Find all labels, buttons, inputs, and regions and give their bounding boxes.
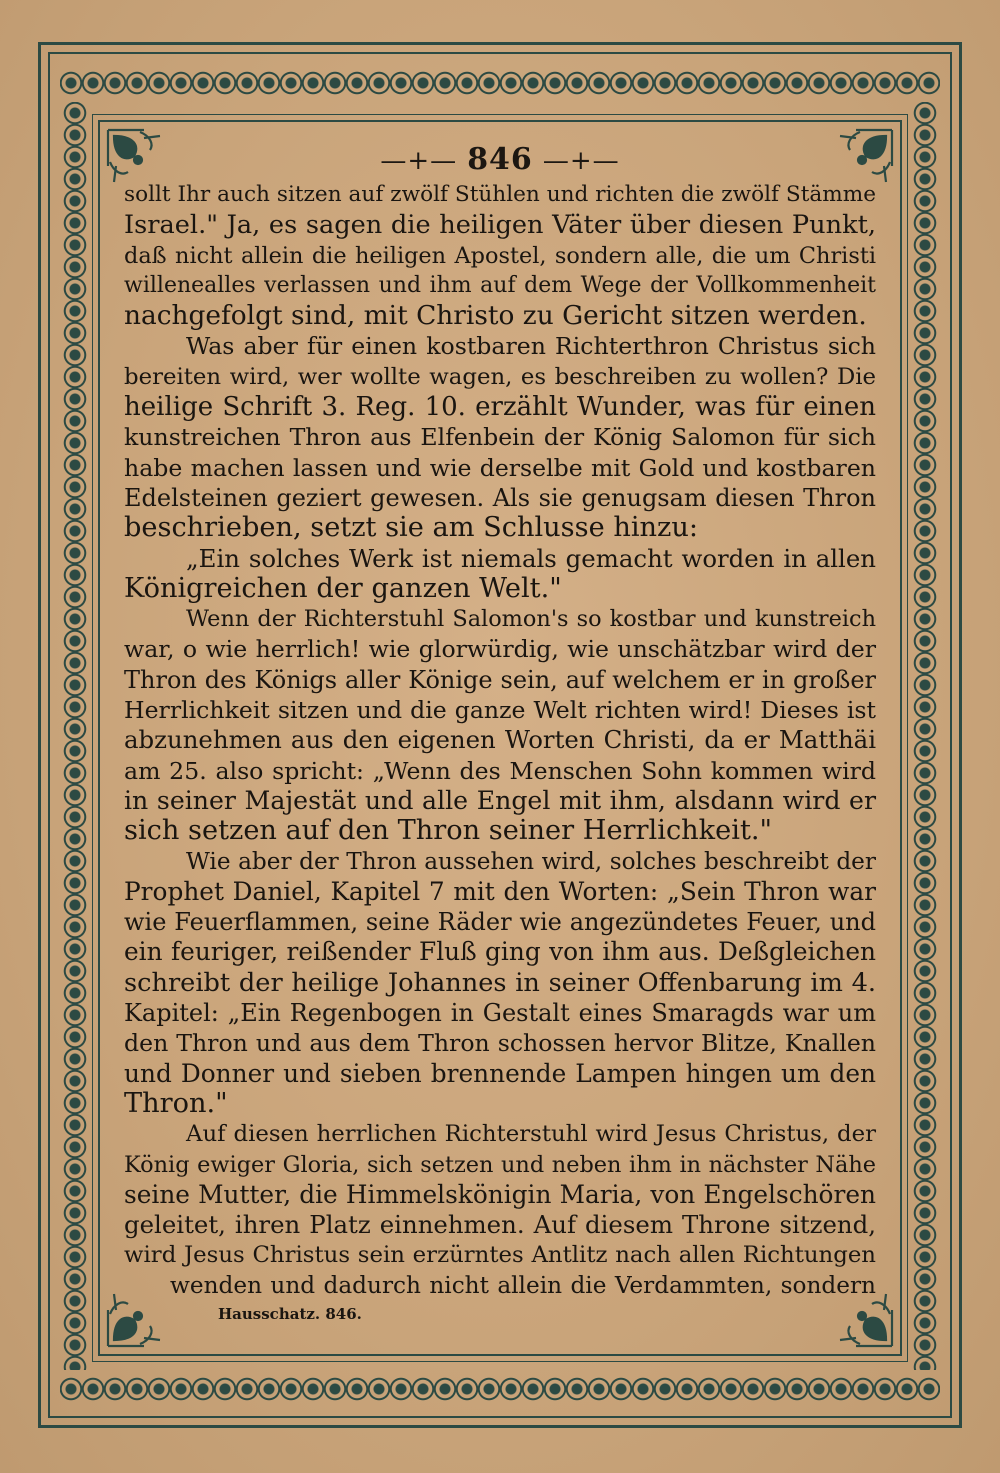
text-line: habe machen lassen und wie derselbe mit Gold und kostbaren xyxy=(124,453,876,482)
text-line: sich setzen auf den Thron seiner Herrlichkeit." xyxy=(124,815,773,847)
text-line: beschrieben, setzt sie am Schlusse hinzu: xyxy=(124,512,699,544)
text-line: den Thron und aus dem Thron schossen hervor Blitze, Knallen xyxy=(124,1029,876,1058)
signature-mark: Hausschatz. 846. xyxy=(218,1305,362,1323)
text-line: Wie aber der Thron aussehen wird, solches beschreibt der xyxy=(186,847,876,875)
page-number-ornament-right: —+— xyxy=(542,146,620,176)
text-line: in seiner Majestät und alle Engel mit ihm, alsdann wird er xyxy=(124,785,876,815)
text-line: kunstreichen Thron aus Elfenbein der König Salomon für sich xyxy=(124,423,876,452)
text-line: ein feuriger, reißender Fluß ging von ihm aus. Deßgleichen xyxy=(124,937,876,967)
body-text xyxy=(124,180,876,1301)
text-line: Thron." xyxy=(124,1087,228,1119)
ornament-band-right xyxy=(906,102,944,1370)
text-line: Israel." Ja, es sagen die heiligen Väter über diesen Punkt, xyxy=(124,210,876,241)
text-line: sollt Ihr auch sitzen auf zwölf Stühlen und richten die zwölf Stämme xyxy=(124,182,876,207)
text-line: heilige Schrift 3. Reg. 10. erzählt Wunder, was für einen xyxy=(124,392,876,423)
text-line: „Ein solches Werk ist niemals gemacht worden in allen xyxy=(186,543,876,573)
text-line: abzunehmen aus den eigenen Worten Christi, da er Matthäi xyxy=(124,725,876,755)
text-line: wenden und dadurch nicht allein die Verdammten, sondern xyxy=(170,1271,876,1299)
text-line: schreibt der heilige Johannes in seiner Offenbarung im 4. xyxy=(124,967,876,998)
text-line: Auf diesen herrlichen Richterstuhl wird Jesus Christus, der xyxy=(186,1121,876,1148)
text-line: und Donner und sieben brennende Lampen hingen um den xyxy=(124,1058,876,1088)
text-line: Wenn der Richterstuhl Salomon's so kostbar und kunstreich xyxy=(186,606,876,633)
text-line: Prophet Daniel, Kapitel 7 mit den Worten: „Sein Thron war xyxy=(124,876,876,906)
ornament-band-left xyxy=(56,102,94,1370)
text-line: war, o wie herrlich! wie glorwürdig, wie unschätzbar wird der xyxy=(124,635,876,664)
page-number xyxy=(0,142,1000,177)
text-line: nachgefolgt sind, mit Christo zu Gericht sitzen werden. xyxy=(124,300,867,332)
page-number-ornament-left: —+— xyxy=(380,146,458,176)
text-line: seine Mutter, die Himmelskönigin Maria, von Engelschören xyxy=(124,1179,876,1209)
text-line: Thron des Königs aller Könige sein, auf welchem er in großer xyxy=(124,665,876,694)
page-number-value: 846 xyxy=(467,142,533,177)
text-line: Herrlichkeit sitzen und die ganze Welt richten wird! Dieses ist xyxy=(124,696,876,725)
text-line: wie Feuerflammen, seine Räder wie angezündetes Feuer, und xyxy=(124,908,876,937)
text-line: willenealles verlassen und ihm auf dem Wege der Vollkommenheit xyxy=(124,272,876,298)
text-line: am 25. also spricht: „Wenn des Menschen Sohn kommen wird xyxy=(124,756,876,785)
text-line: Königreichen der ganzen Welt." xyxy=(124,572,562,604)
text-line: daß nicht allein die heiligen Apostel, sondern alle, die um Christi xyxy=(124,242,876,269)
text-line: wird Jesus Christus sein erzürntes Antlitz nach allen Richtungen xyxy=(124,1242,876,1269)
text-line: König ewiger Gloria, sich setzen und neben ihm in nächster Nähe xyxy=(124,1151,876,1178)
text-line: Edelsteinen geziert gewesen. Als sie genugsam diesen Thron xyxy=(124,483,876,512)
text-line: bereiten wird, wer wollte wagen, es beschreiben zu wollen? Die xyxy=(124,363,876,390)
ornament-band-top xyxy=(60,64,940,102)
text-line: geleitet, ihren Platz einnehmen. Auf diesem Throne sitzend, xyxy=(124,1210,876,1240)
text-line: Kapitel: „Ein Regenbogen in Gestalt eines Smaragds war um xyxy=(124,999,876,1028)
text-line: Was aber für einen kostbaren Richterthron Christus sich xyxy=(186,332,876,361)
ornament-band-bottom xyxy=(60,1370,940,1408)
